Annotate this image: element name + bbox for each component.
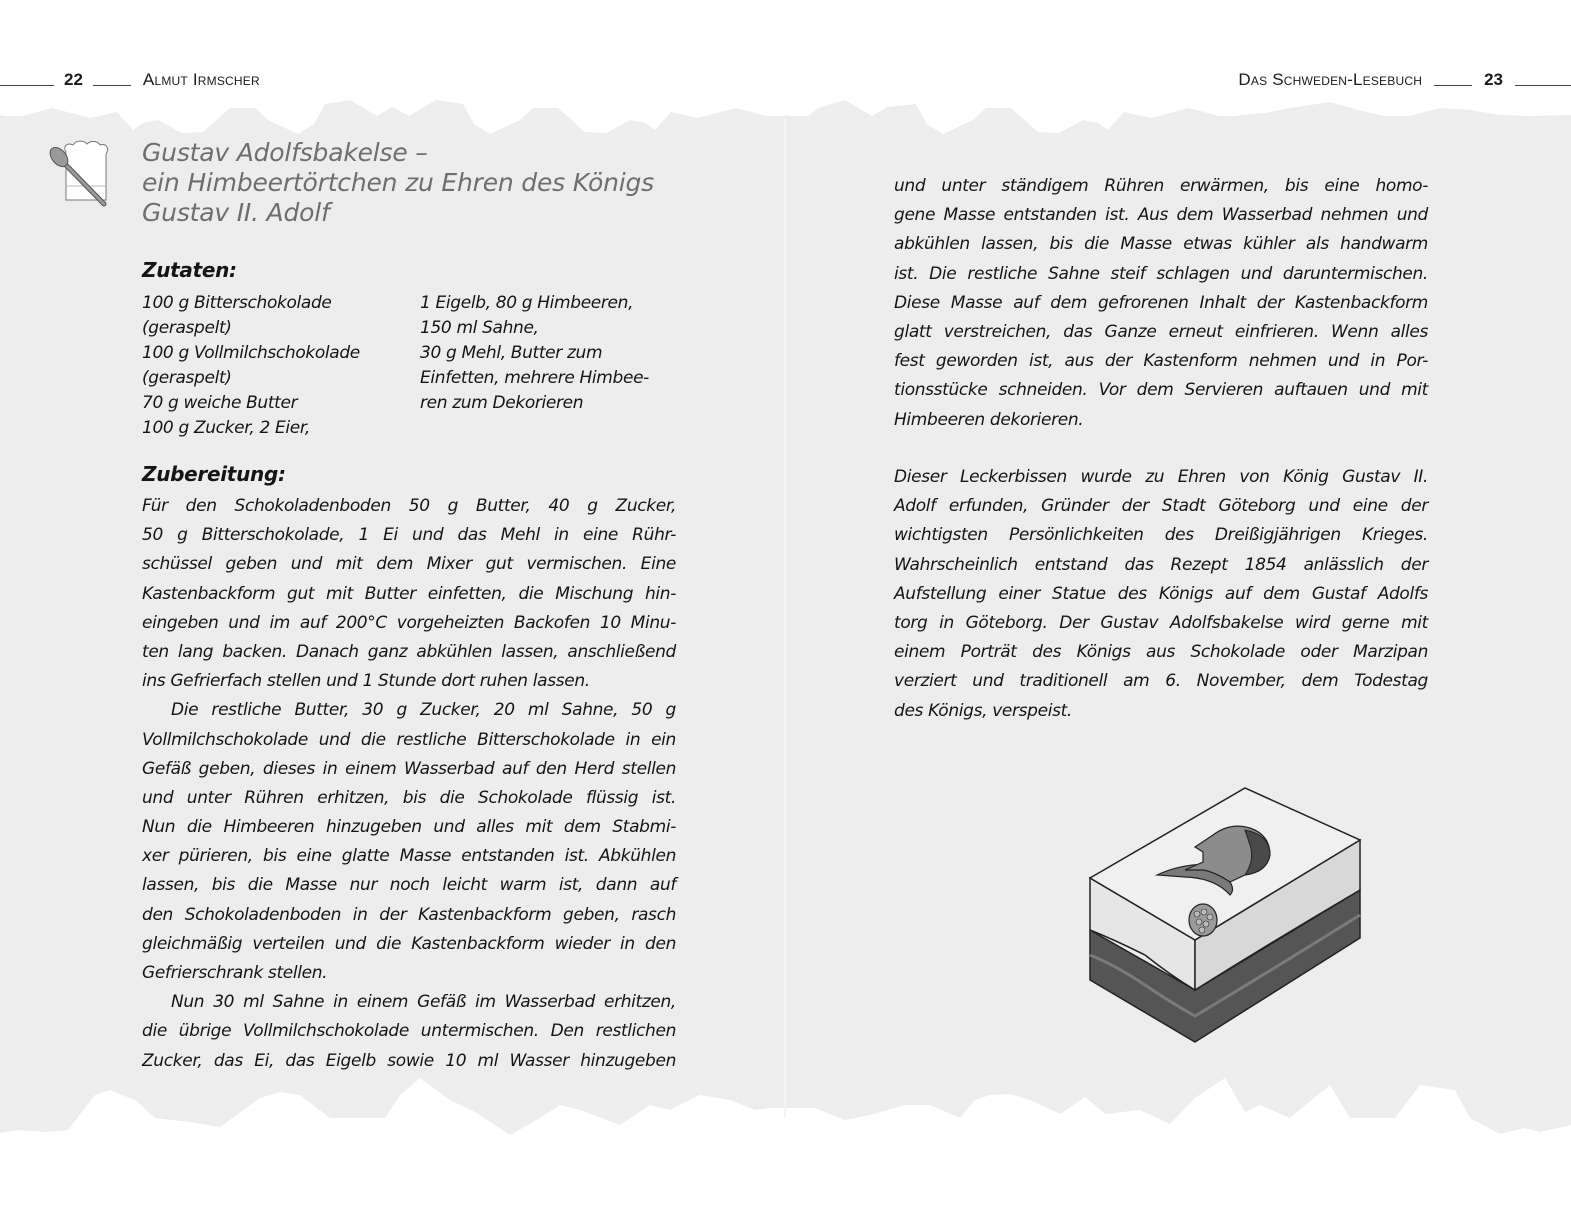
text-line: schüssel geben und mit dem Mixer gut vermischen. Eine <box>142 554 676 575</box>
text-line: Gefäß geben, dieses in einem Wasserbad auf den Herd stellen <box>142 758 676 779</box>
chef-hat-spoon-icon <box>46 140 114 210</box>
right-paragraph-2 <box>894 463 1428 726</box>
title-line: Gustav Adolfsbakelse – <box>142 138 428 167</box>
title-line: ein Himbeertörtchen zu Ehren des Königs <box>142 168 654 197</box>
text-line: Für den Schokoladenboden 50 g Butter, 40 g Zucker, <box>142 496 676 516</box>
text-line: Die restliche Butter, 30 g Zucker, 20 ml Sahne, 50 g <box>171 700 676 721</box>
text-line: Gefrierschrank stellen. <box>142 963 328 983</box>
ingredient-line: 100 g Bitterschokolade <box>142 293 332 313</box>
raspberry-icon <box>1189 904 1217 936</box>
text-line: lassen, bis die Masse nur noch leicht warm ist, dann auf <box>142 875 676 896</box>
ingredients-heading: Zutaten: <box>142 258 237 282</box>
title-line: Gustav II. Adolf <box>142 198 330 227</box>
text-line: die übrige Vollmilchschokolade untermischen. Den restlichen <box>142 1021 676 1042</box>
ingredient-line: ren zum Dekorieren <box>420 393 584 413</box>
text-line: ten lang backen. Danach ganz abkühlen lassen, anschließend <box>142 641 676 662</box>
text-line: und unter ständigem Rühren erwärmen, bis eine homo- <box>894 176 1428 196</box>
text-line: 50 g Bitterschokolade, 1 Ei und das Mehl in eine Rühr- <box>142 525 676 546</box>
header-rule <box>1515 85 1571 86</box>
ingredient-line: 1 Eigelb, 80 g Himbeeren, <box>420 293 634 313</box>
text-line: Dieser Leckerbissen wurde zu Ehren von König Gustav II. <box>894 467 1428 487</box>
author-name: Almut Irmscher <box>142 70 260 89</box>
text-line: den Schokoladenboden in der Kastenbackform geben, rasch <box>142 904 676 925</box>
cake-illustration <box>1085 780 1370 1050</box>
text-line: xer pürieren, bis eine glatte Masse entstanden ist. Abkühlen <box>142 846 676 867</box>
text-line: des Königs, verspeist. <box>894 700 1072 721</box>
book-title: Das Schweden-Lesebuch <box>1238 70 1423 89</box>
right-running-header <box>1238 68 1571 92</box>
header-rule <box>93 85 131 86</box>
text-line: Aufstellung einer Statue des Königs auf dem Gustaf Adolfs <box>894 583 1428 604</box>
text-line: Himbeeren dekorieren. <box>894 409 1084 430</box>
recipe-title <box>142 138 702 228</box>
text-line: eingeben und im auf 200°C vorgeheizten Backofen 10 Minu- <box>142 612 676 633</box>
ingredients-column-2 <box>420 291 682 441</box>
text-line: ins Gefrierfach stellen und 1 Stunde dort ruhen lassen. <box>142 671 590 692</box>
text-line: Zucker, das Ei, das Eigelb sowie 10 ml Wasser hinzugeben <box>142 1050 676 1071</box>
text-line: Diese Masse auf dem gefrorenen Inhalt der Kastenbackform <box>894 292 1428 313</box>
ingredient-line: 100 g Zucker, 2 Eier, <box>142 418 310 438</box>
text-line: tionsstücke schneiden. Vor dem Servieren auftauen und mit <box>894 380 1428 401</box>
left-running-header <box>0 68 260 92</box>
text-line: Nun die Himbeeren hinzugeben und alles mit dem Stabmi- <box>142 817 676 838</box>
text-line: fest geworden ist, aus der Kastenform nehmen und in Por- <box>894 351 1428 372</box>
ingredients-column-1 <box>142 291 420 441</box>
text-line: Kastenbackform gut mit Butter einfetten, die Mischung hin- <box>142 583 676 604</box>
header-rule <box>0 85 54 86</box>
text-line: Vollmilchschokolade und die restliche Bitterschokolade in ein <box>142 729 676 750</box>
ingredient-line: 70 g weiche Butter <box>142 393 298 413</box>
preparation-heading: Zubereitung: <box>142 462 286 486</box>
book-gutter <box>784 118 786 1118</box>
text-line: torg in Göteborg. Der Gustav Adolfsbakelse wird gerne mit <box>894 612 1428 633</box>
text-line: Wahrscheinlich entstand das Rezept 1854 anlässlich der <box>894 554 1428 575</box>
text-line: wichtigsten Persönlichkeiten des Dreißigjährigen Krieges. <box>894 525 1428 546</box>
text-line: gene Masse entstanden ist. Aus dem Wasserbad nehmen und <box>894 205 1428 226</box>
preparation-text <box>142 492 676 1076</box>
text-line: ist. Die restliche Sahne steif schlagen und daruntermischen. <box>894 263 1428 284</box>
ingredient-line: (geraspelt) <box>142 368 232 388</box>
left-page-number: 22 <box>64 70 83 89</box>
text-line: und unter Rühren erhitzen, bis die Schokolade flüssig ist. <box>142 787 676 808</box>
header-rule <box>1434 85 1472 86</box>
ingredient-line: 30 g Mehl, Butter zum <box>420 343 603 363</box>
text-line: einem Porträt des Königs aus Schokolade oder Marzipan <box>894 642 1428 663</box>
text-line: abkühlen lassen, bis die Masse etwas kühler als handwarm <box>894 234 1428 255</box>
text-line: verziert und traditionell am 6. November, dem Todestag <box>894 671 1428 692</box>
text-line: glatt verstreichen, das Ganze erneut einfrieren. Wenn alles <box>894 321 1428 342</box>
text-line: gleichmäßig verteilen und die Kastenbackform wieder in den <box>142 933 676 954</box>
ingredient-line: Einfetten, mehrere Himbee- <box>420 368 649 388</box>
ingredient-line: (geraspelt) <box>142 318 232 338</box>
ingredients-list <box>142 291 682 441</box>
ingredient-line: 150 ml Sahne, <box>420 318 539 338</box>
text-line: Nun 30 ml Sahne in einem Gefäß im Wasserbad erhitzen, <box>171 992 676 1013</box>
right-paragraph-1 <box>894 172 1428 435</box>
ingredient-line: 100 g Vollmilchschokolade <box>142 343 360 363</box>
right-page-number: 23 <box>1484 70 1503 89</box>
text-line: Adolf erfunden, Gründer der Stadt Göteborg und eine der <box>894 496 1428 517</box>
